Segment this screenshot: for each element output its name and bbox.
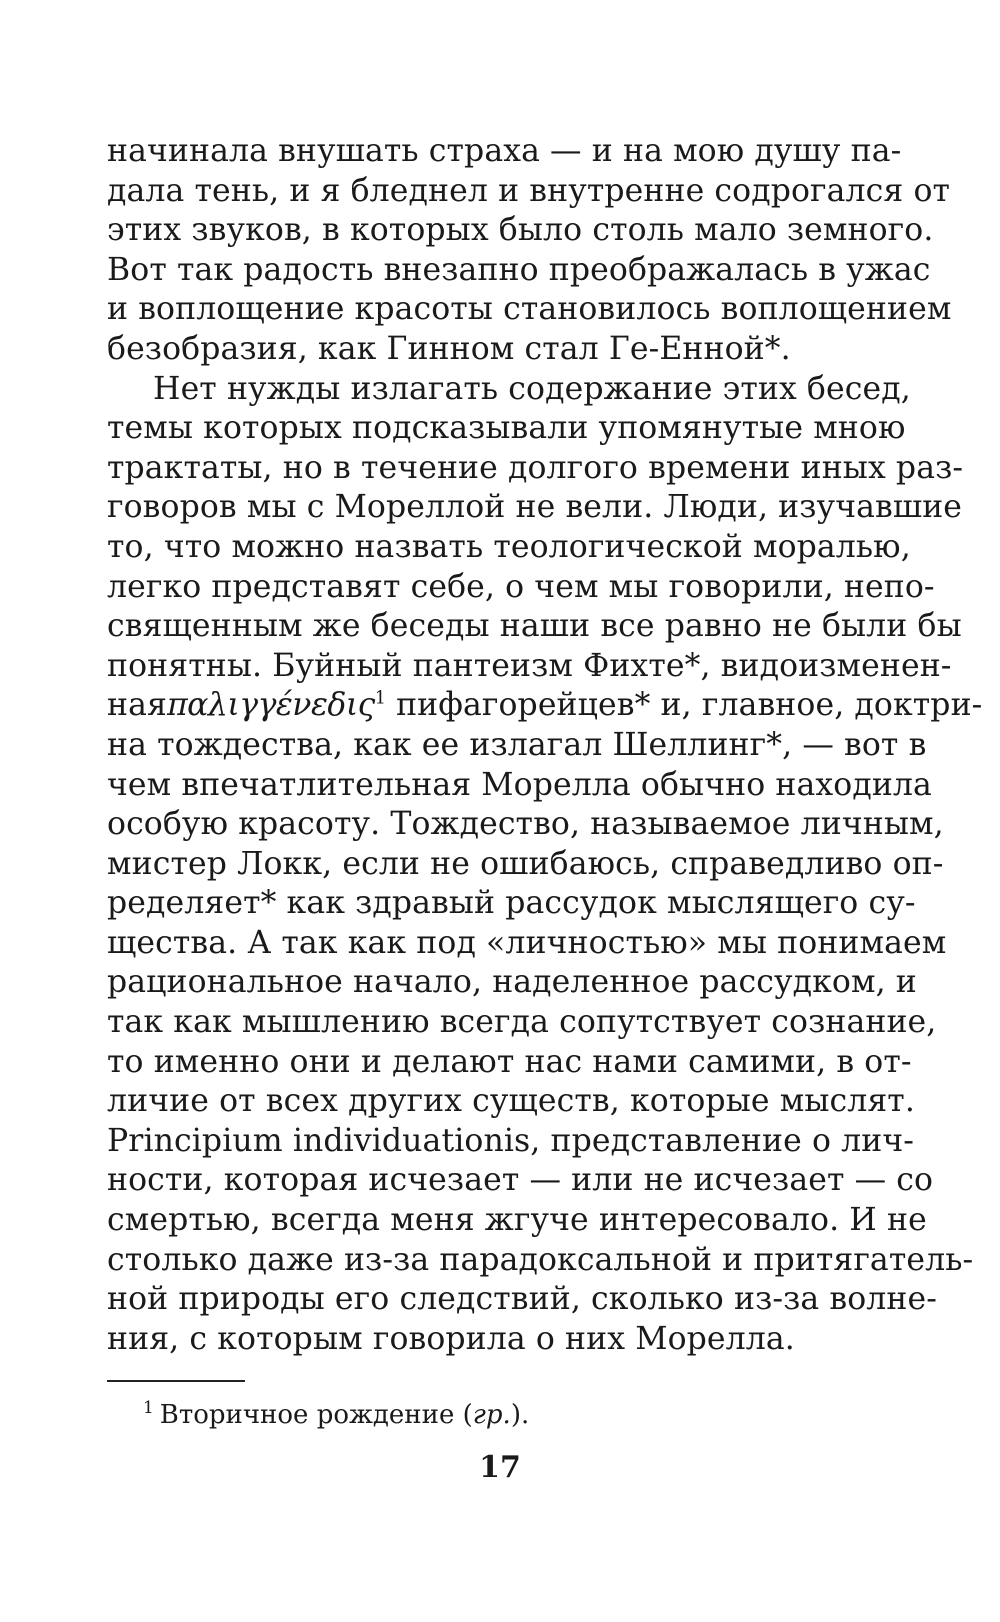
text-line: особую красоту. Тождество, называемое личным, [107,806,944,843]
paragraph-1 [107,132,952,370]
text-line: ности, которая исчезает — или не исчезает — со [107,1162,934,1199]
footnote-abbreviation: гр. [472,1400,511,1430]
text-line: этих звуков, в которых было столь мало земного. [107,212,934,249]
line-prefix: ная [107,687,167,724]
text-line: темы которых подсказывали упомянутые мною [107,410,906,447]
text-line: ной природы его следствий, сколько из-за волне- [107,1281,937,1318]
text-line: так как мышлению всегда сопутствует сознание, [107,1004,937,1041]
text-line: столько даже из-за парадоксальной и притягатель- [107,1241,974,1278]
text-line: ния, с которым говорила о них Морелла. [107,1320,795,1357]
text-line: Нет нужды излагать содержание этих бесед, [153,370,911,407]
footnote-divider [107,1380,245,1382]
text-line: на тождества, как ее излагал Шеллинг*, — вот в [107,726,927,763]
text-line: рациональное начало, наделенное рассудком, и [107,964,917,1001]
footnote-close: ). [510,1400,530,1430]
text-line: щества. А так как под «личностью» мы понимаем [107,924,947,961]
line-suffix: пифагорейцев* и, главное, доктри- [396,687,983,724]
page-body [107,132,983,1359]
text-line: трактаты, но в течение долгого времени иных раз- [107,449,964,486]
text-line: начинала внушать страха — и на мою душу па- [107,133,902,169]
text-line: дала тень, и я бледнел и внутренне содрогался от [107,172,951,209]
paragraph-2 [107,370,983,1360]
text-line: то, что можно назвать теологической моралью, [107,528,911,565]
text-line: священным же беседы наши все равно не были бы [107,608,962,645]
text-line: чем впечатлительная Морелла обычно находила [107,766,932,803]
text-line: безобразия, как Гинном стал Ге-Енной*. [107,330,791,367]
text-line: ределяет* как здравый рассудок мыслящего су- [107,885,916,922]
text-line: Вот так радость внезапно преображалась в ужас [107,251,931,288]
text-line: Principium individuationis, представление о лич- [107,1122,915,1159]
text-line: и воплощение красоты становилось воплощением [107,291,952,328]
footnote [143,1398,529,1432]
text-line: то именно они и делают нас нами самими, в от- [107,1043,912,1080]
page-number: 17 [479,1450,521,1485]
text-line: личие от всех других существ, которые мыслят. [107,1083,915,1120]
footnote-reference: 1 [374,688,386,709]
text-line: смертью, всегда меня жгуче интересовало. И не [107,1202,927,1239]
text-line: понятны. Буйный пантеизм Фихте*, видоизменен- [107,647,952,684]
greek-term: παλιγγένεδις [166,687,375,724]
text-line: легко представят себе, о чем мы говорили, непо- [107,568,935,605]
footnote-mark: 1 [143,1397,154,1418]
text-line-with-footnote [107,686,983,726]
text-line: мистер Локк, если не ошибаюсь, справедливо оп- [107,845,944,882]
footnote-text: Вторичное рождение ( [159,1400,473,1430]
text-line: говоров мы с Мореллой не вели. Люди, изучавшие [107,489,963,526]
